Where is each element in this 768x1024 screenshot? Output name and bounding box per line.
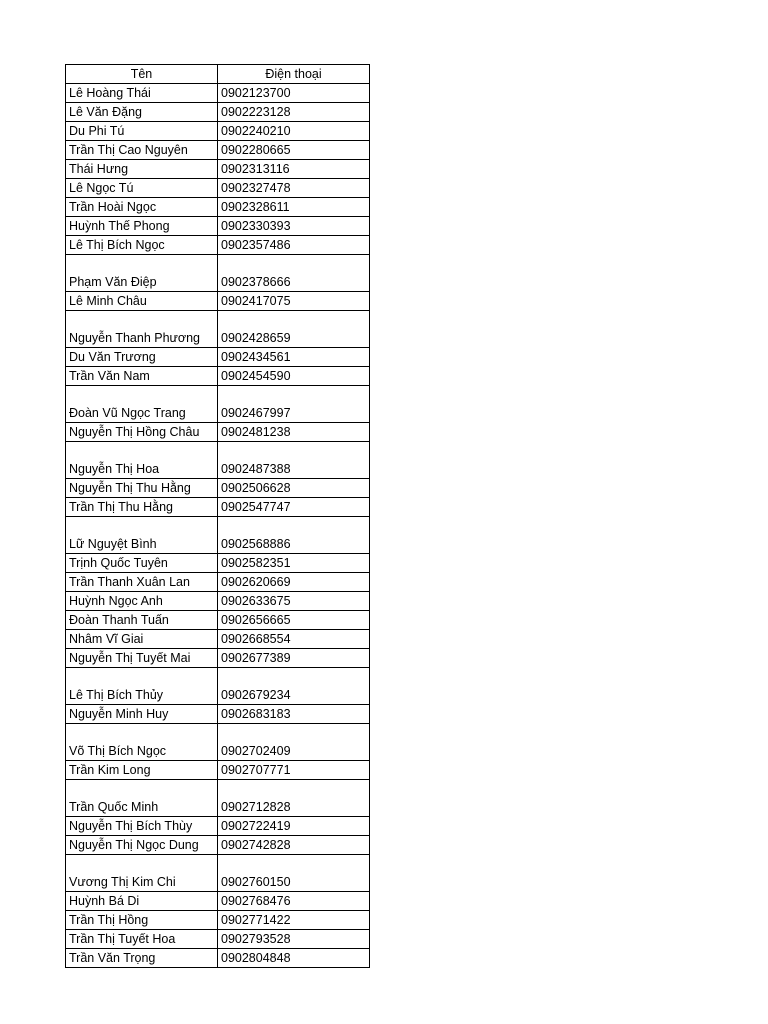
name-cell: Phạm Văn Điệp xyxy=(66,255,218,292)
phone-cell: 0902417075 xyxy=(218,292,370,311)
phone-cell: 0902454590 xyxy=(218,367,370,386)
header-row xyxy=(66,65,370,84)
table-row xyxy=(66,817,370,836)
phone-cell: 0902330393 xyxy=(218,217,370,236)
name-cell: Lê Thị Bích Ngọc xyxy=(66,236,218,255)
phone-cell: 0902568886 xyxy=(218,517,370,554)
table-row xyxy=(66,949,370,968)
phone-cell: 0902793528 xyxy=(218,930,370,949)
table-row xyxy=(66,892,370,911)
phone-cell: 0902434561 xyxy=(218,348,370,367)
table-row xyxy=(66,141,370,160)
name-cell: Nguyễn Thị Ngọc Dung xyxy=(66,836,218,855)
phone-cell: 0902804848 xyxy=(218,949,370,968)
name-cell: Lê Văn Đặng xyxy=(66,103,218,122)
table-row xyxy=(66,348,370,367)
table-row xyxy=(66,911,370,930)
phone-cell: 0902123700 xyxy=(218,84,370,103)
table-row xyxy=(66,479,370,498)
column-header-phone: Điện thoại xyxy=(218,65,370,84)
phone-cell: 0902707771 xyxy=(218,761,370,780)
table-row xyxy=(66,367,370,386)
name-cell: Lê Hoàng Thái xyxy=(66,84,218,103)
phone-cell: 0902742828 xyxy=(218,836,370,855)
name-cell: Nguyễn Thanh Phương xyxy=(66,311,218,348)
phone-cell: 0902768476 xyxy=(218,892,370,911)
phone-cell: 0902481238 xyxy=(218,423,370,442)
table-row xyxy=(66,836,370,855)
phone-cell: 0902668554 xyxy=(218,630,370,649)
name-cell: Du Phi Tú xyxy=(66,122,218,141)
phone-cell: 0902656665 xyxy=(218,611,370,630)
table-row xyxy=(66,122,370,141)
phone-cell: 0902722419 xyxy=(218,817,370,836)
phone-cell: 0902223128 xyxy=(218,103,370,122)
name-cell: Du Văn Trương xyxy=(66,348,218,367)
table-row xyxy=(66,160,370,179)
name-cell: Trần Thanh Xuân Lan xyxy=(66,573,218,592)
table-row xyxy=(66,611,370,630)
name-cell: Trần Thị Cao Nguyên xyxy=(66,141,218,160)
phone-cell: 0902771422 xyxy=(218,911,370,930)
table-row xyxy=(66,498,370,517)
phone-cell: 0902487388 xyxy=(218,442,370,479)
phone-cell: 0902582351 xyxy=(218,554,370,573)
name-cell: Huỳnh Thế Phong xyxy=(66,217,218,236)
name-cell: Nguyễn Thị Hoa xyxy=(66,442,218,479)
phone-cell: 0902547747 xyxy=(218,498,370,517)
table-row xyxy=(66,198,370,217)
name-cell: Nguyễn Thị Hồng Châu xyxy=(66,423,218,442)
phone-cell: 0902428659 xyxy=(218,311,370,348)
name-cell: Trịnh Quốc Tuyên xyxy=(66,554,218,573)
table-row xyxy=(66,855,370,892)
name-cell: Nguyễn Minh Huy xyxy=(66,705,218,724)
table-row xyxy=(66,668,370,705)
table-row xyxy=(66,630,370,649)
contact-table xyxy=(65,64,370,968)
phone-cell: 0902679234 xyxy=(218,668,370,705)
name-cell: Thái Hưng xyxy=(66,160,218,179)
name-cell: Trần Kim Long xyxy=(66,761,218,780)
table-row xyxy=(66,255,370,292)
phone-cell: 0902280665 xyxy=(218,141,370,160)
name-cell: Trần Văn Trọng xyxy=(66,949,218,968)
phone-cell: 0902313116 xyxy=(218,160,370,179)
phone-cell: 0902677389 xyxy=(218,649,370,668)
name-cell: Lê Thị Bích Thủy xyxy=(66,668,218,705)
name-cell: Đoàn Vũ Ngọc Trang xyxy=(66,386,218,423)
phone-cell: 0902467997 xyxy=(218,386,370,423)
name-cell: Huỳnh Ngọc Anh xyxy=(66,592,218,611)
table-row xyxy=(66,386,370,423)
phone-cell: 0902683183 xyxy=(218,705,370,724)
table-row xyxy=(66,724,370,761)
table-row xyxy=(66,84,370,103)
table-row xyxy=(66,554,370,573)
name-cell: Trần Thị Hồng xyxy=(66,911,218,930)
table-row xyxy=(66,423,370,442)
table-row xyxy=(66,649,370,668)
phone-cell: 0902357486 xyxy=(218,236,370,255)
phone-cell: 0902327478 xyxy=(218,179,370,198)
table-row xyxy=(66,761,370,780)
column-header-name: Tên xyxy=(66,65,218,84)
name-cell: Võ Thị Bích Ngọc xyxy=(66,724,218,761)
table-row xyxy=(66,517,370,554)
phone-cell: 0902702409 xyxy=(218,724,370,761)
table-body xyxy=(66,84,370,968)
phone-cell: 0902712828 xyxy=(218,780,370,817)
phone-cell: 0902328611 xyxy=(218,198,370,217)
table-row xyxy=(66,179,370,198)
table-row xyxy=(66,103,370,122)
name-cell: Trần Quốc Minh xyxy=(66,780,218,817)
name-cell: Lê Ngọc Tú xyxy=(66,179,218,198)
table-row xyxy=(66,236,370,255)
phone-cell: 0902240210 xyxy=(218,122,370,141)
name-cell: Lữ Nguyệt Bình xyxy=(66,517,218,554)
table-row xyxy=(66,780,370,817)
table-row xyxy=(66,573,370,592)
name-cell: Nguyễn Thị Tuyết Mai xyxy=(66,649,218,668)
name-cell: Nguyễn Thị Bích Thùy xyxy=(66,817,218,836)
table-row xyxy=(66,592,370,611)
phone-cell: 0902506628 xyxy=(218,479,370,498)
name-cell: Lê Minh Châu xyxy=(66,292,218,311)
table-row xyxy=(66,705,370,724)
phone-cell: 0902633675 xyxy=(218,592,370,611)
name-cell: Trần Hoài Ngọc xyxy=(66,198,218,217)
phone-cell: 0902760150 xyxy=(218,855,370,892)
name-cell: Đoàn Thanh Tuấn xyxy=(66,611,218,630)
table-row xyxy=(66,311,370,348)
table-row xyxy=(66,292,370,311)
phone-cell: 0902620669 xyxy=(218,573,370,592)
name-cell: Vương Thị Kim Chi xyxy=(66,855,218,892)
table-row xyxy=(66,930,370,949)
phone-cell: 0902378666 xyxy=(218,255,370,292)
name-cell: Trần Thị Tuyết Hoa xyxy=(66,930,218,949)
name-cell: Trần Thị Thu Hằng xyxy=(66,498,218,517)
name-cell: Trần Văn Nam xyxy=(66,367,218,386)
name-cell: Huỳnh Bá Di xyxy=(66,892,218,911)
name-cell: Nhâm Vĩ Giai xyxy=(66,630,218,649)
name-cell: Nguyễn Thị Thu Hằng xyxy=(66,479,218,498)
table-row xyxy=(66,217,370,236)
table-row xyxy=(66,442,370,479)
